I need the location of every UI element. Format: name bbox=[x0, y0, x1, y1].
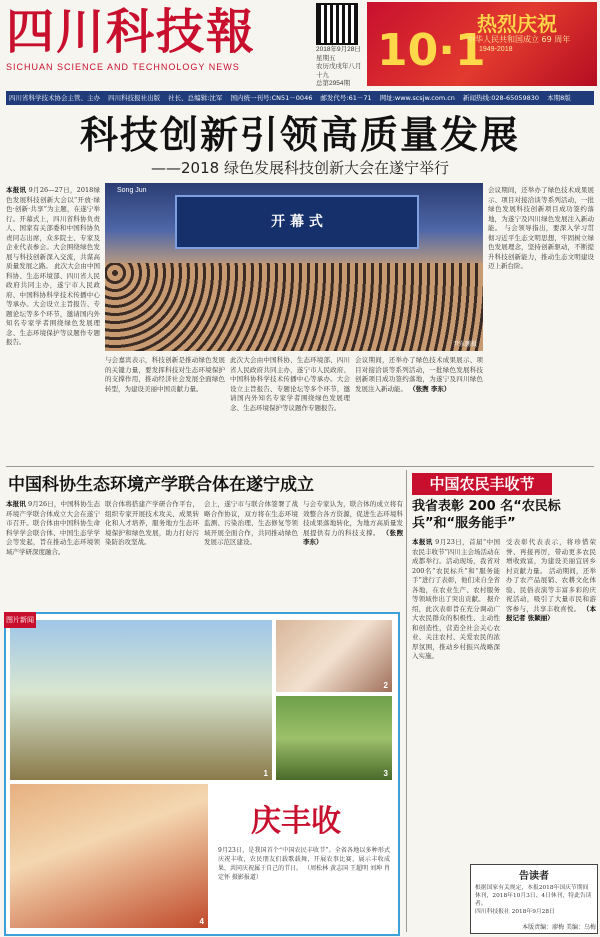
feature-title: 庆丰收 bbox=[251, 804, 341, 839]
story3-column-2 bbox=[506, 538, 596, 858]
story3-column-1 bbox=[412, 538, 500, 858]
lead-text-4b: 会议期间，还举办了绿色技术成果展示、项目对接洽谈等系列活动，一批绿色发展科技创新项目成功签约落地，为遂宁及四川绿色发展注入新动能。 bbox=[355, 356, 483, 393]
info-item: 本期8版 bbox=[547, 94, 571, 102]
photo-2 bbox=[276, 620, 392, 692]
photo-number: 3 bbox=[383, 769, 388, 778]
notice-sign: 四川科技报社 bbox=[475, 909, 510, 915]
issue-date: 2018年9月28日 bbox=[316, 46, 361, 53]
masthead-title: 四川科技報 bbox=[6, 4, 257, 60]
photo-news-tag: 图片新闻 bbox=[4, 612, 36, 628]
issue-info bbox=[316, 46, 364, 89]
info-item: 四川省科学技术协会主管、主办 bbox=[9, 94, 100, 102]
lead-text-1: 9月26—27日，2018绿色发展科技创新大会以“开放·绿色·创新·共享”为主题，在遂宁举行。开幕式上，四川省科协负责人、国家有关部委和中国科协负责同志出席，众多院士、专家及企业代表参会。大会围绕绿色发展与科技创新深入交流，共谋高质量发展之路。 bbox=[6, 186, 100, 270]
lead-text-3: 与会嘉宾表示，科技创新是推动绿色发展的关键力量，要发挥科技对生态环境保护的支撑作用，推动经济社会发展全面绿色转型，为建设美丽中国贡献力量。 bbox=[105, 356, 225, 393]
info-item: 社长、总编辑:沈军 bbox=[168, 94, 223, 102]
banner-line: 中华人民共和国成立 69 周年 bbox=[467, 35, 571, 44]
story2-text-4: 与会专家认为，联合体的成立将有效整合各方资源，促进生态环境科技成果落地转化，为地方高质量发展提供有力的科技支撑。 bbox=[303, 500, 403, 537]
photo-caption bbox=[218, 846, 390, 882]
story3-text-3: 受表彰代表表示，将珍惜荣誉、再接再厉，带动更多农民增收致富，为建设美丽宜居乡村贡献力量。 bbox=[506, 538, 596, 575]
photo-4 bbox=[10, 784, 208, 928]
lead-photo bbox=[105, 183, 483, 351]
story2-column-1 bbox=[6, 500, 100, 608]
issue-number: 总第2954期 bbox=[316, 80, 350, 87]
lead-text-4: 会议期间，还举办了绿色技术成果展示、项目对接洽谈等系列活动，一批绿色发展科技创新项目成功签约落地，为遂宁及四川绿色发展注入新动能。 bbox=[488, 186, 594, 232]
photo-name-label: Song Jun bbox=[117, 187, 147, 194]
info-item: 邮发代号:61－71 bbox=[320, 94, 372, 102]
banner-title: 热烈庆祝 bbox=[477, 12, 557, 36]
photo-number: 1 bbox=[263, 769, 268, 778]
notice-text: 根据国家有关规定，本报2018年国庆节期间休刊，2018年10月3日、4日休刊，特此告读者。 bbox=[475, 885, 592, 907]
masthead bbox=[6, 4, 306, 84]
lead-byline: 本报讯 bbox=[6, 186, 27, 194]
story2-column-4 bbox=[303, 500, 403, 608]
photo-number: 2 bbox=[383, 681, 388, 690]
photo-3 bbox=[276, 696, 392, 780]
photo-number: 4 bbox=[199, 917, 204, 926]
story2-byline: 本报讯 bbox=[6, 500, 26, 508]
lead-text-2: 此次大会由中国科协、生态环境部、四川省人民政府共同主办，遂宁市人民政府、中国科协科学技术传播中心等承办。大会设立主旨报告、专题论坛等多个环节，邀请国内外知名专家学者围绕绿色发展理念、生态环境保护等议题作专题报告。 bbox=[6, 262, 100, 346]
story2-text-1: 9月26日，中国科协生态环境产学联合体成立大会在遂宁市召开。联合体由中国科协生命科学学会联合体、中国生态学学会等发起，旨在推动生态环境领域产学研深度融合。 bbox=[6, 500, 100, 556]
lead-headline: 科技创新引领高质量发展 bbox=[79, 113, 520, 157]
info-item: 国内统一刊号:CN51－0046 bbox=[230, 94, 313, 102]
lead-column-right bbox=[488, 186, 594, 462]
story3-text-1: 9月23日，首届“中国农民丰收节”四川主会场活动在成都举行。活动现场，我省对200名“农民标兵”和“服务能手”进行了表彰，他们来自全省各地，在农业生产、农村服务等领域作出了突出贡献。 bbox=[412, 538, 500, 603]
photo-stage-text: 开 幕 式 bbox=[271, 214, 323, 230]
notice-body bbox=[471, 882, 597, 918]
info-item: 四川科技报社出版 bbox=[108, 94, 161, 102]
lead-column-3 bbox=[230, 356, 350, 462]
story3-byline: 本报讯 bbox=[412, 538, 433, 546]
info-item: 网址:www.scsjw.com.cn bbox=[379, 94, 455, 102]
divider bbox=[6, 466, 594, 467]
info-bar bbox=[6, 91, 594, 105]
story3-text-2: 据介绍，此次表彰旨在充分调动广大农民群众的积极性、主动性和创造性，营造全社会关心农业、关注农村、关爱农民的浓厚氛围，推动乡村振兴战略深入实施。 bbox=[412, 595, 500, 660]
column-divider bbox=[406, 470, 407, 932]
info-item: 新闻热线:028-65059830 bbox=[463, 94, 540, 102]
lead-text-5: 与会领导指出，要深入学习贯彻习近平生态文明思想，牢固树立绿色发展理念，坚持创新驱动，不断提升科技创新能力，推动生态文明建设迈上新台阶。 bbox=[488, 224, 594, 270]
harvest-photo-box bbox=[4, 612, 400, 936]
photo-stage bbox=[175, 195, 419, 249]
photo-1 bbox=[10, 620, 272, 780]
lead-column-1 bbox=[6, 186, 100, 462]
story3-text-4: 活动期间，还举办了农产品展销、农耕文化体验、民俗表演等丰富多彩的庆祝活动，吸引了大量市民和游客参与，共享丰收喜悦。 bbox=[506, 566, 596, 613]
lead-subhead: ——2018 绿色发展科技创新大会在遂宁举行 bbox=[151, 159, 449, 177]
notice-date: 2018年9月28日 bbox=[511, 909, 555, 915]
notice-title: 告读者 bbox=[519, 871, 549, 882]
national-day-banner bbox=[367, 2, 597, 86]
lead-author: （张煦 李东） bbox=[409, 384, 451, 393]
photo-crowd bbox=[105, 263, 483, 351]
harvest-festival-tag: 中国农民丰收节 bbox=[412, 473, 552, 495]
caption-text: 9月23日，是我国首个“中国农民丰收节”。全省各地以多种形式庆祝丰收，农民朋友们载歌载舞，开展农事比赛、展示丰收成果，共同庆祝属于自己的节日。 bbox=[218, 847, 390, 872]
story2-headline: 中国科协生态环境产学联合体在遂宁成立 bbox=[8, 475, 314, 495]
story2-text-2: 联合体将搭建产学研合作平台，组织专家开展技术攻关、成果转化和人才培养，服务地方生态环境保护和绿色发展，助力打好污染防治攻坚战。 bbox=[105, 500, 199, 546]
page-footer: 本版责编：廖梅 美编：乌梅 bbox=[522, 924, 596, 931]
story2-column-3 bbox=[204, 500, 298, 608]
lead-column-4 bbox=[355, 356, 483, 462]
story2-column-2 bbox=[105, 500, 199, 608]
banner-big: 10·1 bbox=[377, 25, 486, 76]
caption-credit: （周松林 黄志国 王超明 刘坤 肖定怀 摄影报道） bbox=[218, 865, 390, 881]
issue-weekday: 星期五 bbox=[316, 54, 336, 62]
story2-author: （张煦 李东） bbox=[303, 528, 403, 546]
masthead-subtitle: SICHUAN SCIENCE AND TECHNOLOGY NEWS bbox=[6, 62, 240, 72]
story2-text-3: 会上，遂宁市与联合体签署了战略合作协议，双方将在生态环境监测、污染治理、生态修复等领域开展全面合作，共同推动绿色发展示范区建设。 bbox=[204, 500, 298, 546]
photo-credit: 尹东鹏摄 bbox=[452, 341, 477, 348]
banner-years: 1949-2018 bbox=[479, 46, 513, 53]
qr-code-icon bbox=[316, 3, 358, 45]
story3-headline: 我省表彰 200 名“农民标兵”和“服务能手” bbox=[412, 499, 561, 531]
lead-text-2b: 此次大会由中国科协、生态环境部、四川省人民政府共同主办，遂宁市人民政府、中国科协科学技术传播中心等承办。大会设立主旨报告、专题论坛等多个环节，邀请国内外知名专家学者围绕绿色发展理念、生态环境保护等议题作专题报告。 bbox=[230, 356, 350, 412]
issue-lunar: 农历戊戌年八月十九 bbox=[316, 63, 362, 79]
story3-author: （本报记者 张颖丽） bbox=[506, 604, 596, 622]
lead-column-2 bbox=[105, 356, 225, 462]
